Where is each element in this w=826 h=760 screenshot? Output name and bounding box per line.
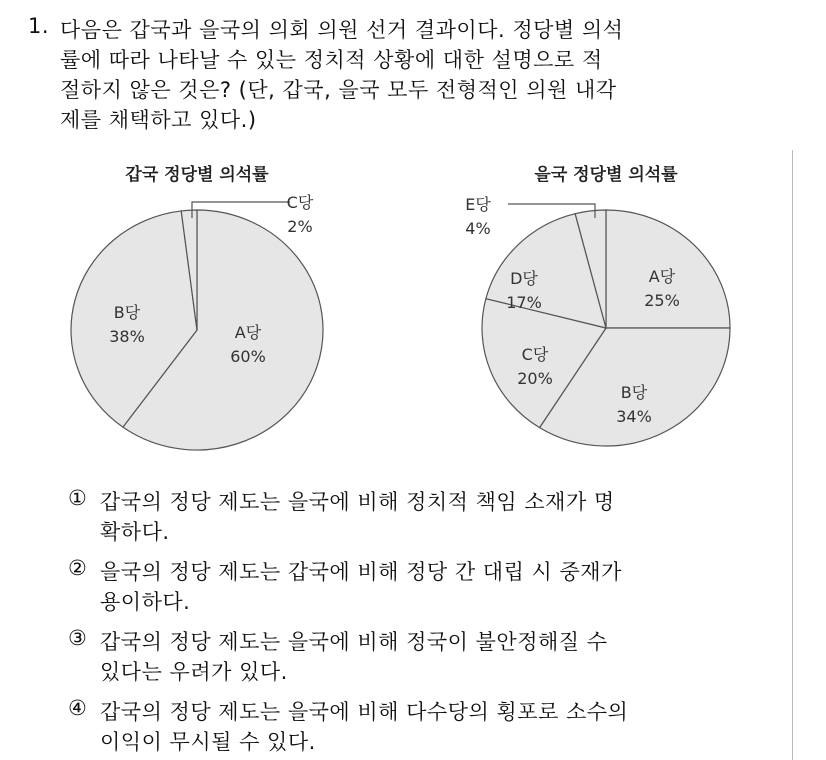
slice-name-label: C당 <box>521 345 549 364</box>
slice-name-label: C당 <box>286 193 314 212</box>
question-line: 절하지 않은 것은? (단, 갑국, 을국 모두 전형적인 의원 내각 <box>60 78 617 102</box>
option-2-marker[interactable]: ② <box>68 556 88 580</box>
chart-title-eul: 을국 정당별 의석률 <box>534 165 678 185</box>
slice-name-label: B당 <box>620 383 648 402</box>
slice-value-label: 2% <box>287 217 313 236</box>
question-number: 1. <box>28 14 50 38</box>
option-1-text[interactable]: 갑국의 정당 제도는 을국에 비해 정치적 책임 소재가 명 <box>100 490 615 514</box>
slice-value-label: 25% <box>644 291 680 310</box>
slice-value-label: 34% <box>616 407 652 426</box>
option-4-marker[interactable]: ④ <box>68 696 88 720</box>
question-line: 률에 따라 나타날 수 있는 정치적 상황에 대한 설명으로 적 <box>60 48 603 72</box>
slice-name-label: E당 <box>465 195 491 214</box>
slice-value-label: 17% <box>506 293 542 312</box>
slice-value-label: 38% <box>109 327 145 346</box>
question-line: 다음은 갑국과 을국의 의회 의원 선거 결과이다. 정당별 의석 <box>60 18 624 42</box>
slice-name-label: B당 <box>113 303 141 322</box>
question-line: 제를 채택하고 있다.) <box>60 108 257 132</box>
pie-gap <box>71 193 323 450</box>
slice-value-label: 4% <box>465 219 491 238</box>
slice-name-label: A당 <box>648 267 676 286</box>
option-2-text[interactable]: 용이하다. <box>100 590 191 614</box>
option-1-text[interactable]: 확하다. <box>100 520 170 544</box>
slice-value-label: 60% <box>230 347 266 366</box>
option-3-text[interactable]: 갑국의 정당 제도는 을국에 비해 정국이 불안정해질 수 <box>100 630 608 654</box>
chart-title-gap: 갑국 정당별 의석률 <box>125 165 269 185</box>
option-1-marker[interactable]: ① <box>68 486 88 510</box>
option-3-marker[interactable]: ③ <box>68 626 88 650</box>
option-2-text[interactable]: 을국의 정당 제도는 갑국에 비해 정당 간 대립 시 중재가 <box>100 560 622 584</box>
option-3-text[interactable]: 있다는 우려가 있다. <box>100 660 288 684</box>
pie-eul <box>465 195 730 446</box>
option-4-text[interactable]: 갑국의 정당 제도는 을국에 비해 다수당의 횡포로 소수의 <box>100 700 629 724</box>
slice-name-label: D당 <box>510 269 538 288</box>
slice-name-label: A당 <box>234 323 262 342</box>
option-4-text[interactable]: 이익이 무시될 수 있다. <box>100 730 316 754</box>
slice-value-label: 20% <box>517 369 553 388</box>
